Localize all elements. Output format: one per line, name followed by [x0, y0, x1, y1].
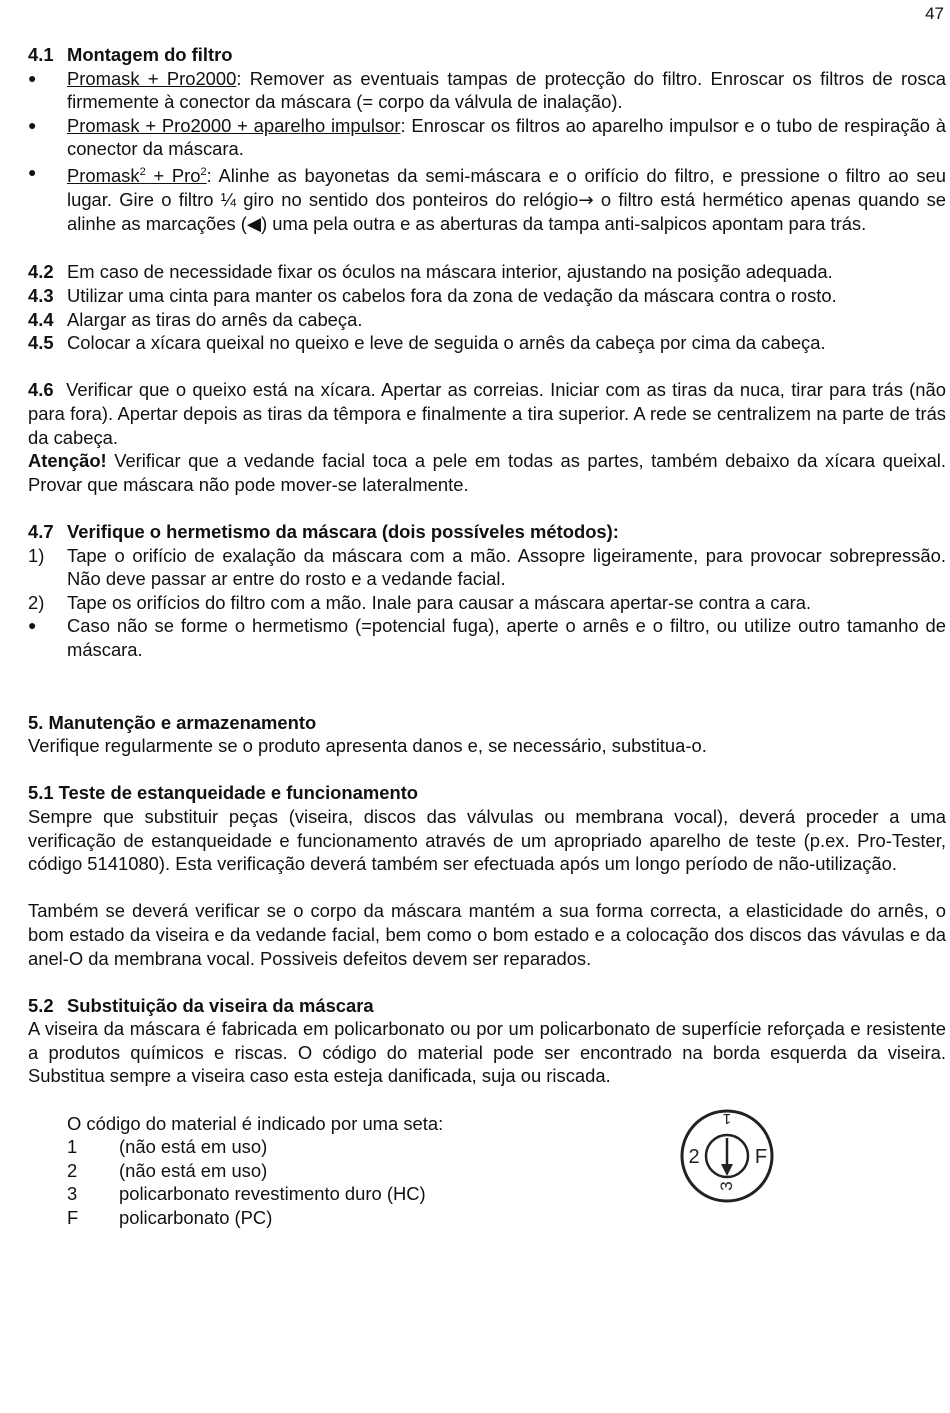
bullet-icon: ●	[28, 617, 37, 634]
method-item	[28, 591, 946, 615]
right-arrow-icon: →	[578, 189, 594, 211]
section-5-2-paragraph: A viseira da máscara é fabricada em policarbonato ou por um policarbonato de superfície reforçada e resistente a produtos químicos e riscas. O código do material pode ser encontrado na borda esquerda da viseira. Substitua sempre a viseira caso esta esteja danificada, suja ou riscada.	[28, 1018, 946, 1087]
bullet-body: : Alinhe as bayonetas da semi-máscara e o orifício do filtro, e pressione o filtro ao seu lugar. Gire o filtro ¼ giro no sentido dos ponteiros do relógio	[67, 165, 947, 210]
section-5-heading: 5. Manutenção e armazenamento	[28, 711, 317, 733]
dial-graphic	[677, 1106, 777, 1206]
code-key: 3	[67, 1183, 78, 1205]
step-text: Verificar que o queixo está na xícara. Apertar as correias. Iniciar com as tiras da nuca, tirar para trás (não para fora). Apertar depois as tiras da têmpora e finalmente a tira superior. A rede se centralizem na parte de trás da cabeça.	[28, 379, 946, 448]
section-number: 4.1	[28, 44, 54, 65]
product-name: + Pro	[145, 165, 201, 187]
bullet-item	[28, 114, 946, 161]
triangle-left-icon: ◀	[246, 214, 262, 236]
dial-label-left: 2	[688, 1145, 700, 1168]
bullet-lead	[67, 165, 207, 186]
bullet-icon: ●	[28, 163, 37, 180]
material-code-dial	[677, 1106, 777, 1206]
bullet-icon: ●	[28, 69, 37, 86]
product-name: Promask	[67, 165, 140, 187]
step-text: Alargar as tiras do arnês da cabeça.	[67, 308, 363, 330]
bullet-lead: Promask + Pro2000	[67, 67, 237, 89]
section-title: Substituição da viseira da máscara	[67, 994, 374, 1016]
bullet-body: o filtro está hermético apenas quando se alinhe as marcações (	[67, 188, 947, 235]
method-text: Tape os orifícios do filtro com a mão. Inale para causar a máscara apertar-se contra a cara.	[67, 591, 812, 613]
step-number: 4.3	[28, 285, 54, 307]
section-title: Montagem do filtro	[67, 44, 233, 65]
material-code-row	[67, 1135, 946, 1159]
material-code-row	[67, 1182, 946, 1206]
code-key: F	[67, 1207, 79, 1229]
section-4-1-heading	[28, 43, 946, 67]
superscript: 2	[200, 165, 207, 178]
bullet-body: ) uma pela outra e as aberturas da tampa anti-salpicos apontam para trás.	[261, 213, 867, 235]
warning-label: Atenção!	[28, 450, 107, 472]
section-5-1-paragraph-1: Sempre que substituir peças (viseira, discos das válvulas ou membrana vocal), deverá proceder a uma verificação de estanqueidade e funcionamento através de um apropriado aparelho de teste (p.ex. Pro-Tester, código 5141080). Esta verificação deverá também ser efectuada após um longo período de não-utilização.	[28, 805, 946, 875]
bullet-item	[28, 67, 946, 114]
section-4-7-heading	[28, 520, 946, 544]
section-5-1-heading: 5.1 Teste de estanqueidade e funcionamento	[28, 782, 419, 804]
dial-label-top: 1	[722, 1109, 732, 1127]
step-number: 4.6	[28, 379, 54, 401]
superscript: 2	[139, 165, 146, 178]
bullet-text	[67, 161, 946, 237]
dial-label-bottom: 3	[717, 1180, 736, 1191]
method-item	[28, 544, 946, 591]
bullet-item	[28, 614, 946, 661]
section-5-text: Verifique regularmente se o produto apresenta danos e, se necessário, substitua-o.	[28, 735, 707, 757]
code-value: (não está em uso)	[119, 1136, 268, 1158]
bullet-text	[67, 114, 946, 161]
bullet-body: : Remover as eventuais tampas de protecção do filtro. Enroscar os filtros de rosca firmemente à conector da máscara (= corpo da válvula de inalação).	[67, 67, 946, 113]
bullet-text	[67, 67, 946, 114]
material-code-row	[67, 1159, 946, 1183]
step-text: Utilizar uma cinta para manter os cabelos fora da zona de vedação da máscara contra o rosto.	[67, 285, 837, 307]
code-key: 1	[67, 1136, 78, 1158]
section-number: 5.2	[28, 994, 54, 1016]
code-value: policarbonato revestimento duro (HC)	[119, 1183, 426, 1205]
step-number: 4.2	[28, 261, 54, 283]
step-number: 4.4	[28, 308, 54, 330]
bullet-lead: Promask + Pro2000 + aparelho impulsor	[67, 114, 401, 136]
dial-label-right: F	[754, 1145, 768, 1168]
bullet-icon: ●	[28, 116, 37, 133]
section-5-2-heading	[28, 994, 946, 1018]
step-item	[28, 260, 946, 284]
method-text: Tape o orifício de exalação da máscara com a mão. Assopre ligeiramente, para provocar sobrepressão. Não deve passar ar entre do rosto e a vedande facial.	[67, 544, 946, 590]
arrow-down-icon	[721, 1164, 733, 1176]
material-code-list	[67, 1109, 946, 1230]
document-body	[28, 43, 946, 1230]
section-title: Verifique o hermetismo da máscara (dois possíveles métodos):	[67, 521, 619, 542]
code-value: (não está em uso)	[119, 1159, 268, 1181]
step-4-6-paragraph	[28, 378, 946, 449]
code-key: 2	[67, 1159, 78, 1181]
step-item	[28, 308, 946, 332]
step-item	[28, 331, 946, 355]
section-number: 4.7	[28, 521, 54, 542]
step-number: 4.5	[28, 332, 54, 354]
warning-paragraph	[28, 449, 946, 496]
code-value: policarbonato (PC)	[119, 1207, 273, 1229]
step-text: Em caso de necessidade fixar os óculos na máscara interior, ajustando na posição adequada.	[67, 261, 833, 283]
bullet-item	[28, 161, 946, 237]
step-item	[28, 284, 946, 308]
section-5-1-paragraph-2: Também se deverá verificar se o corpo da máscara mantém a sua forma correcta, a elasticidade do arnês, o bom estado da viseira e da vedande facial, bem como o bom estado e a colocação dos discos das vávulas e da anel-O da membrana vocal. Possiveis defeitos devem ser reparados.	[28, 900, 946, 969]
warning-text: Verificar que a vedande facial toca a pele em todas as partes, também debaixo da xícara queixal. Provar que máscara não pode mover-se lateralmente.	[28, 450, 946, 495]
bullet-body: : Enroscar os filtros ao aparelho impulsor e o tubo de respiração à conector da máscara.	[67, 114, 947, 160]
method-number: 1)	[28, 544, 45, 566]
bullet-text: Caso não se forme o hermetismo (=potencial fuga), aperte o arnês e o filtro, ou utilize outro tamanho de máscara.	[67, 615, 946, 660]
page-number: 47	[925, 4, 944, 23]
step-text: Colocar a xícara queixal no queixo e leve de seguida o arnês da cabeça por cima da cabeça.	[67, 332, 826, 354]
material-code-intro: O código do material é indicado por uma seta:	[67, 1112, 444, 1134]
material-code-row	[67, 1206, 946, 1230]
method-number: 2)	[28, 591, 45, 613]
